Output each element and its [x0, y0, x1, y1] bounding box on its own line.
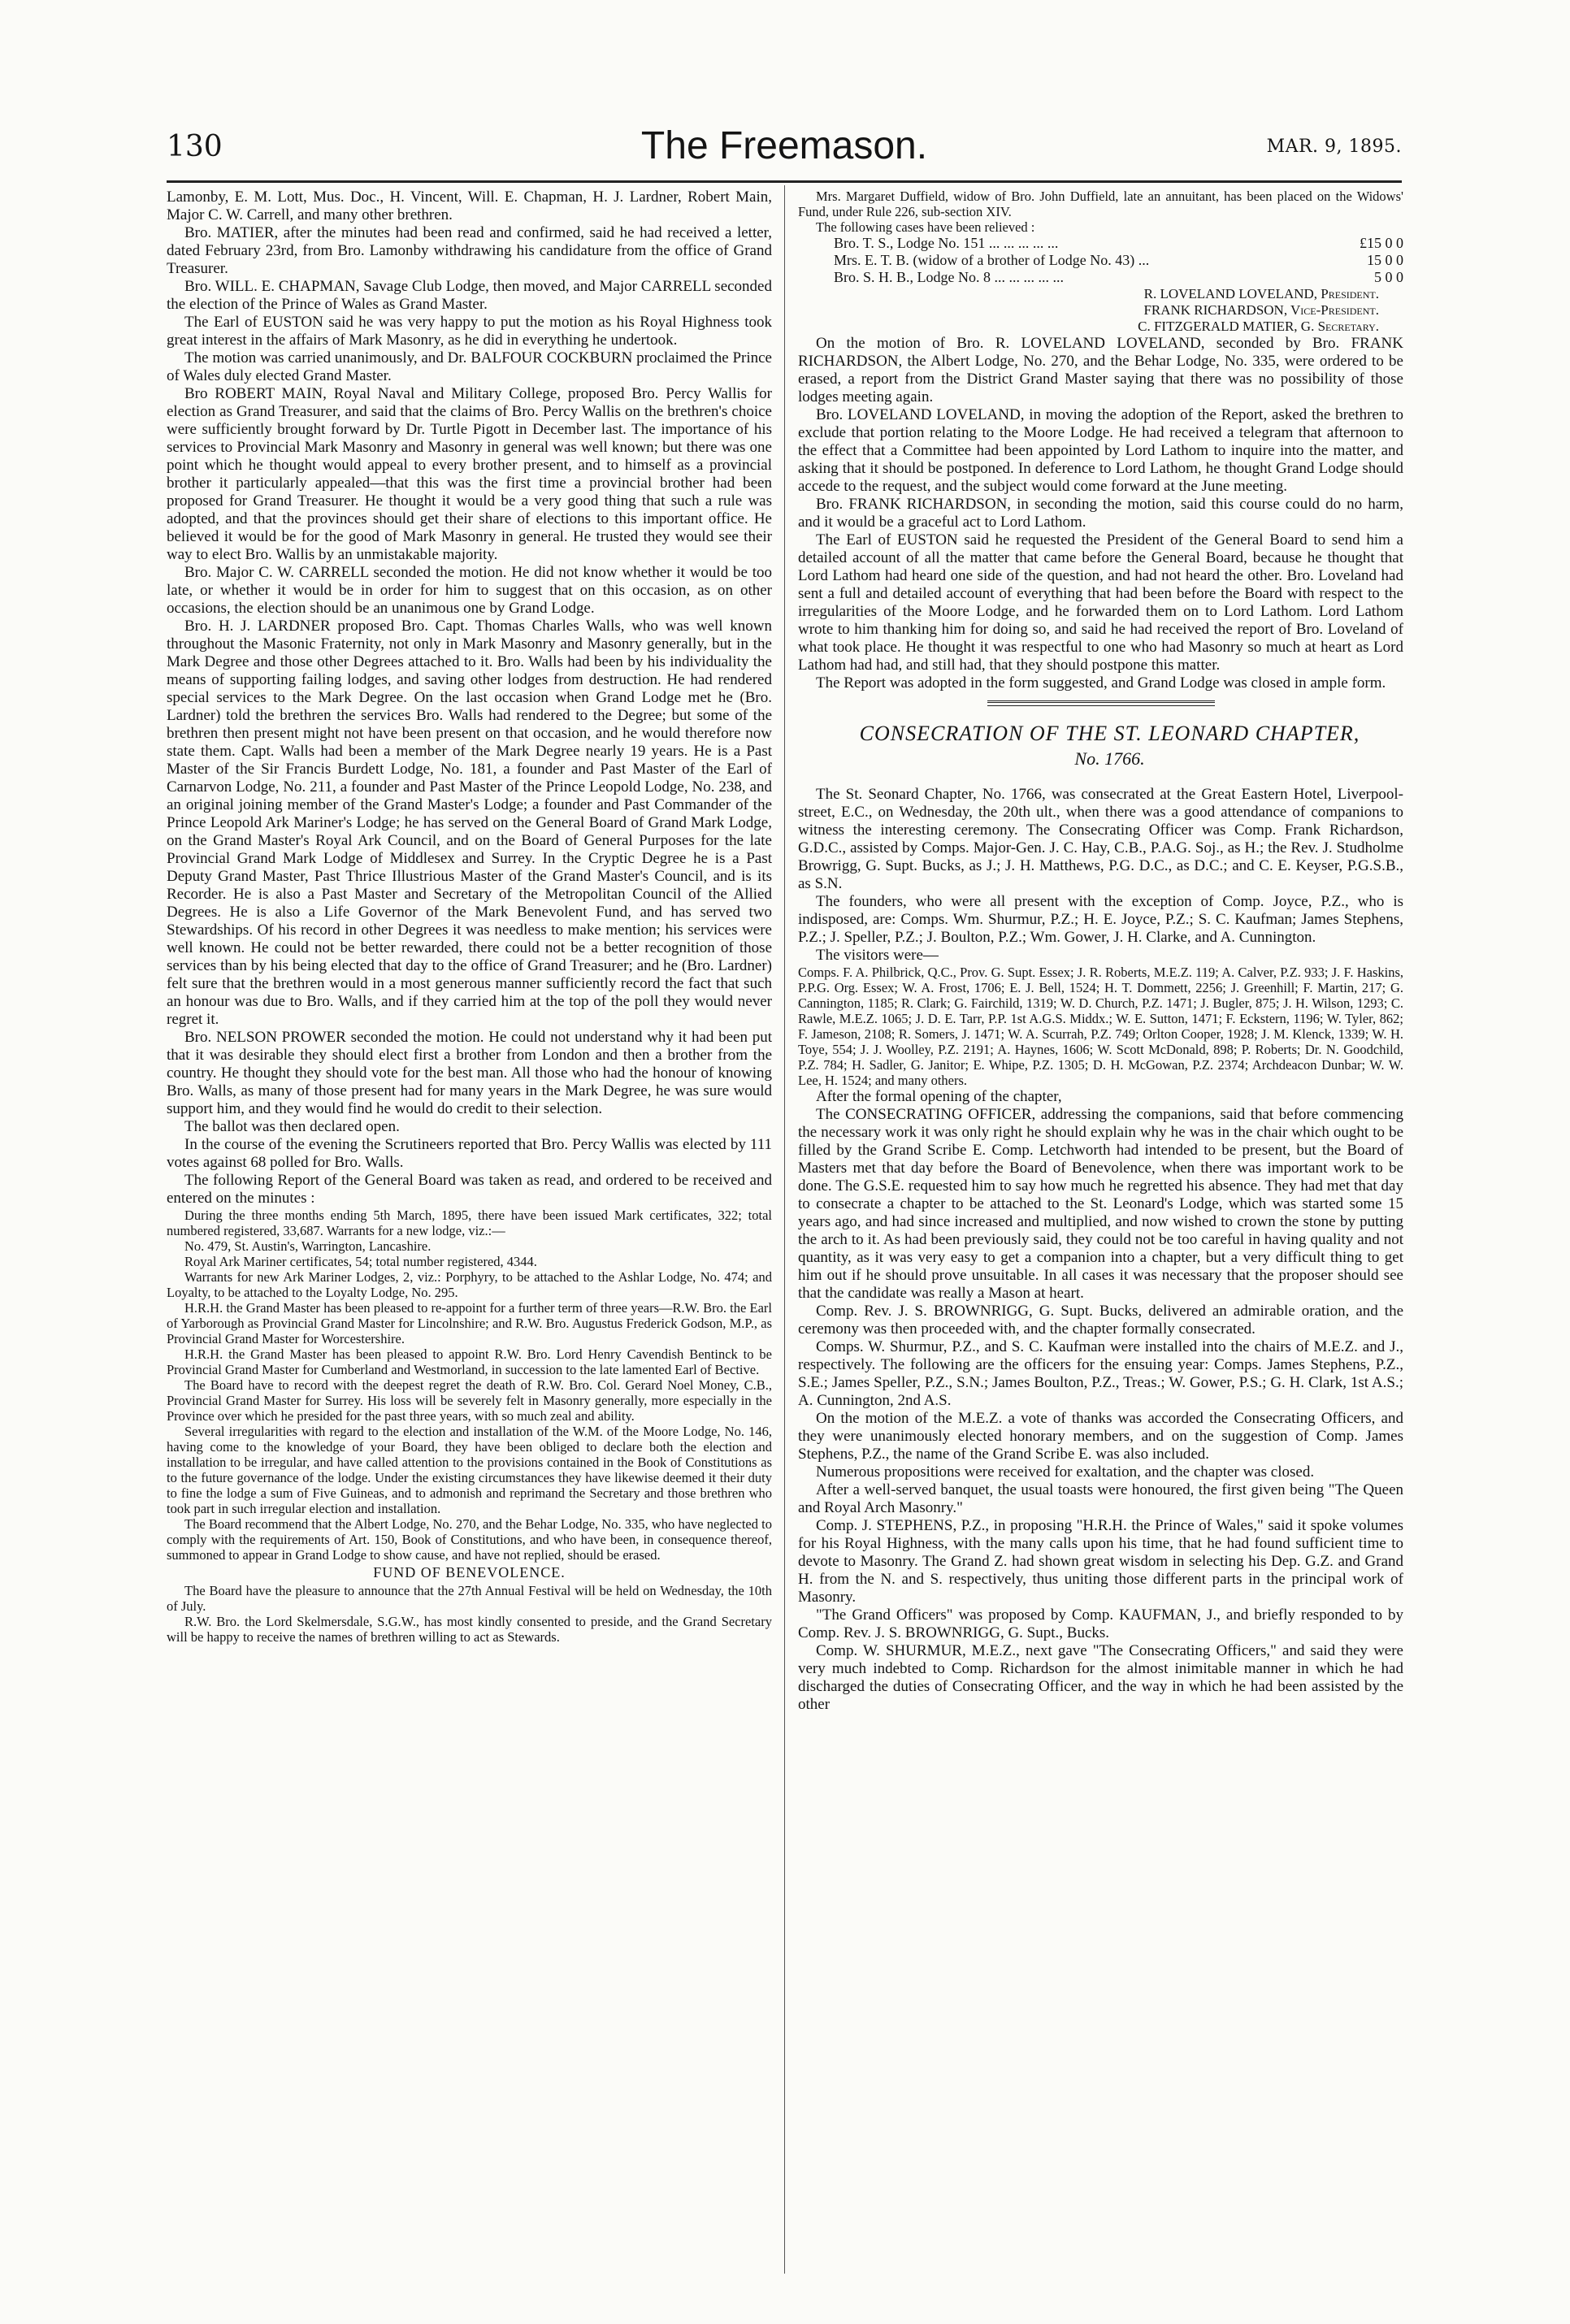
signature-line: FRANK RICHARDSON, Vice-President. — [1143, 302, 1379, 318]
report-paragraph: Royal Ark Mariner certificates, 54; total number registered, 4344. — [184, 1254, 537, 1269]
paragraph: Comp. Rev. J. S. BROWNRIGG, G. Supt. Bucks, delivered an admirable oration, and the ceremony was then proceeded with, and the chapter formally consecrated. — [798, 1303, 1403, 1338]
paragraph: Comp. W. SHURMUR, M.E.Z., next gave "The Consecrating Officers," and said they were very much indebted to Comp. Richardson for the almost inimitable manner in which he had discharged the duties of Consecrating Officer, and the way in which he had been assisted by the other — [798, 1642, 1403, 1713]
paragraph: On the motion of Bro. R. LOVELAND LOVELAND, seconded by Bro. FRANK RICHARDSON, the Albert Lodge, No. 270, and the Behar Lodge, No. 335, were ordered to be erased, a report from the District Grand Master saying that there was no possibility of those lodges meeting again. — [798, 335, 1403, 405]
table-row — [798, 235, 1403, 252]
paragraph: The Earl of EUSTON said he was very happy to put the motion as his Royal Highness took great interest in the affairs of Mark Masonry, as he did in everything he undertook. — [167, 314, 772, 349]
signature-line: C. FITZGERALD MATIER, G. Secretary. — [1138, 319, 1379, 334]
general-board-report — [167, 1208, 772, 1645]
paragraph: The founders, who were all present with the exception of Comp. Joyce, P.Z., who is indisposed, are: Comps. Wm. Shurmur, P.Z.; H. E. Joyce, P.Z.; S. C. Kaufman; James Stephens, P.Z.; J. Speller, P.Z.; J. Boulton, P.Z.; Wm. Gower, J. H. Clarke, and A. Cunnington. — [798, 893, 1403, 946]
paragraph: The St. Seonard Chapter, No. 1766, was consecrated at the Great Eastern Hotel, Liverpool-street, E.C., on Wednesday, the 20th ult., when there was a good attendance of companions to witness the interesting ceremony. The Consecrating Officer was Comp. Frank Richardson, G.D.C., assisted by Comps. Major-Gen. J. C. Hay, C.B., P.A.G. Soj., as H.; the Rev. J. Studholme Browrigg, G. Supt. Bucks, as J.; J. H. Matthews, P.G. D.C., as D.C.; and C. E. Keyser, P.G.S.B., as S.N. — [798, 786, 1403, 892]
benevolence-report — [798, 189, 1403, 335]
header-rule — [167, 180, 1402, 183]
table-row — [798, 252, 1403, 269]
section-separator — [987, 700, 1215, 706]
paragraph: Comp. J. STEPHENS, P.Z., in proposing "H.R.H. the Prince of Wales," said it spoke volumes for his Royal Highness, with the many calls upon his time, that he had found sufficient time to devote to Masonry. The Grand Z. had shown great wisdom in selecting his Dep. G.Z. and Grand H. from the N. and S. respectively, thus uniting those different parts in the principal work of Masonry. — [798, 1517, 1403, 1606]
paragraph: Bro. H. J. LARDNER proposed Bro. Capt. Thomas Charles Walls, who was well known throughout the Masonic Fraternity, not only in Mark Masonry and Masonry generally, but in the Mark Degree and those other Degrees attached to it. Bro. Walls had been by his individuality the means of supporting failing lodges, and saving other lodges from destruction. He had rendered special services to the Mark Degree. On the last occasion when Grand Lodge met he (Bro. Lardner) told the brethren the services Bro. Walls had rendered to the Degree; but some of the brethren then present might not have been present on that occasion, and he would therefore now state them. Capt. Walls had been a member of the Mark Degree nearly 19 years. He is a Past Master of the Sir Francis Burdett Lodge, No. 181, a founder and Past Master of the Earl of Carnarvon Lodge, No. 211, a founder and Past Master of the Prince Leopold Lodge, No. 238, and an original joining member of the Grand Master's Lodge; a founder and Past Commander of the Prince Leopold Ark Mariner's Lodge; he has served on the General Board of Grand Mark Lodge, on the Grand Master's Royal Ark Council, and on the Board of General Purposes for the late Provincial Grand Mark Lodge of Middlesex and Surrey. In the Cryptic Degree he is a Past Deputy Grand Master, Past Thrice Illustrious Master of the Grand Master's Council, and is its Recorder. He is also a Past Master and Secretary of the Metropolitan Council of the Allied Degrees. He is also a Life Governor of the Mark Benevolent Fund, and has served two Stewardships. Of his record in other Degrees it was needless to make mention; his services were well known. He could not be better rewarded, there could not be a better recognition of those services than by his being elected that day to the office of Grand Treasurer; and he (Bro. Lardner) felt sure that the brethren would in a most generous manner sufficiently record the fact that such an honour was due to Bro. Walls, and if they carried him at the top of the poll they would never regret it. — [167, 618, 772, 1028]
report-paragraph: H.R.H. the Grand Master has been pleased to appoint R.W. Bro. Lord Henry Cavendish Bentinck to be Provincial Grand Master for Cumberland and Westmorland, in succession to the late lamented Earl of Bective. — [167, 1346, 772, 1377]
report-paragraph: Several irregularities with regard to the election and installation of the W.M. of the Moore Lodge, No. 146, having come to the knowledge of your Board, they have been obliged to declare both the election and installation to be irregular, and have called attention to the provisions contained in the Book of Constitutions as to the future governance of the lodge. Under the existing circumstances they have likewise deemed it their duty to fine the lodge a sum of Five Guineas, and to admonish and reprimand the Secretary and those brethren who took part in such irregular election and installation. — [167, 1424, 772, 1516]
relief-name: Bro. T. S., Lodge No. 151 ... ... ... ... ... — [834, 235, 1059, 251]
report-paragraph: Warrants for new Ark Mariner Lodges, 2, viz.: Porphyry, to be attached to the Ashlar Lodge, No. 474; and Loyalty, to be attached to the Loyalty Lodge, No. 295. — [167, 1269, 772, 1300]
paragraph: Bro. MATIER, after the minutes had been read and confirmed, said he had received a letter, dated February 23rd, from Bro. Lamonby withdrawing his candidature from the office of Grand Treasurer. — [167, 224, 772, 277]
left-column — [167, 189, 772, 2269]
report-paragraph: No. 479, St. Austin's, Warrington, Lancashire. — [184, 1238, 432, 1254]
paragraph: Bro ROBERT MAIN, Royal Naval and Military College, proposed Bro. Percy Wallis for election as Grand Treasurer, and said that the claims of Bro. Percy Wallis on the brethren's choice were sufficiently brought forward by Dr. Turtle Pigott in December last. The importance of his services to Provincial Mark Masonry and Masonry in general was well known; but there was one point which he thought would appeal to every brother present, and to himself as a provincial brother it particularly appealed—that this was the first time a provincial brother had been proposed for Grand Treasurer. He thought it would be a very good thing that such a rule was adopted, and that the provinces should get their share of elections to this important office. He believed it would be for the good of Mark Masonry in general. He trusted they would see their way to elect Bro. Wallis by an unmistakable majority. — [167, 385, 772, 563]
article-subtitle: No. 1766. — [1074, 748, 1145, 769]
report-paragraph: During the three months ending 5th March, 1895, there have been issued Mark certificates, 322; total numbered registered, 33,687. Warrants for a new lodge, viz.:— — [167, 1208, 772, 1238]
paragraph: Bro. LOVELAND LOVELAND, in moving the adoption of the Report, asked the brethren to exclude that portion relating to the Moore Lodge. He had received a telegram that afternoon to the effect that a Committee had been appointed by Lord Lathom to inquire into the matter, and asking that it should be postponed. In deference to Lord Lathom, he thought Grand Lodge should accede to the request, and the subject would come forward at the June meeting. — [798, 406, 1403, 495]
paragraph: Bro. NELSON PROWER seconded the motion. He could not understand why it had been put that it was desirable they should elect first a brother from London and then a brother from the country. He thought they should vote for the best man. All those who had the honour of knowing Bro. Walls, as many of those present had for many years in the Mark Degree, he was sure would support him, and they would find he would do credit to their selection. — [167, 1029, 772, 1117]
paragraph: Bro. Major C. W. CARRELL seconded the motion. He did not know whether it would be too late, or whether it would be in order for him to suggest that on this occasion, as on other occasions, the election should be an unanimous one by Grand Lodge. — [167, 564, 772, 617]
paragraph: Bro. WILL. E. CHAPMAN, Savage Club Lodge, then moved, and Major CARRELL seconded the election of the Prince of Wales as Grand Master. — [167, 278, 772, 313]
relief-amount: 15 0 0 — [1367, 252, 1403, 268]
paragraph: The ballot was then declared open. — [184, 1118, 400, 1135]
report-paragraph: The Board recommend that the Albert Lodge, No. 270, and the Behar Lodge, No. 335, who have neglected to comply with the requirements of Art. 150, Book of Constitutions, and who have been, in consequence thereof, summoned to appear in Grand Lodge to show cause, and have not replied, should be erased. — [167, 1516, 772, 1563]
paragraph: Numerous propositions were received for exaltation, and the chapter was closed. — [816, 1463, 1315, 1481]
paragraph: "The Grand Officers" was proposed by Comp. KAUFMAN, J., and briefly responded to by Comp. Rev. J. S. BROWNRIGG, G. Supt., Bucks. — [798, 1606, 1403, 1641]
article-title: CONSECRATION OF THE ST. LEONARD CHAPTER, — [859, 722, 1360, 745]
relief-amount: 5 0 0 — [1374, 269, 1403, 285]
page-header — [167, 124, 1402, 176]
paragraph: After a well-served banquet, the usual toasts were honoured, the first given being "The Queen and Royal Arch Masonry." — [798, 1481, 1403, 1516]
right-column — [798, 189, 1403, 2269]
column-divider — [784, 185, 785, 2274]
paragraph: The motion was carried unanimously, and Dr. BALFOUR COCKBURN proclaimed the Prince of Wales duly elected Grand Master. — [167, 349, 772, 384]
paragraph: The Earl of EUSTON said he requested the President of the General Board to send him a detailed account of all the matter that came before the General Board, because he thought that Lord Lathom had heard one side of the question, and had not heard the other. Bro. Loveland had sent a full and detailed account of everything that had been before the Board with respect to the irregularities of the Moore Lodge, and he forwarded them on to Lord Lathom. Lord Lathom wrote to him thanking him for doing so, and said he had received the report of Bro. Loveland of what took place. He thought it was respectful to one who had Masonry so much at heart as Lord Lathom had had, and still had, that they should postpone this matter. — [798, 531, 1403, 674]
section-heading: FUND OF BENEVOLENCE. — [373, 1564, 566, 1580]
paragraph: On the motion of the M.E.Z. a vote of thanks was accorded the Consecrating Officers, and they were unanimously elected honorary members, and on the suggestion of Comp. James Stephens, P.Z., the name of the Grand Scribe E. was also included. — [798, 1410, 1403, 1463]
paragraph: Bro. FRANK RICHARDSON, in seconding the motion, said this course could do no harm, and it would be a graceful act to Lord Lathom. — [798, 496, 1403, 531]
visitors-list: Comps. F. A. Philbrick, Q.C., Prov. G. Supt. Essex; J. R. Roberts, M.E.Z. 119; A. Calver, P.Z. 933; J. F. Haskins, P.P.G. Org. Essex; W. A. Frost, 1706; E. J. Bell, 1524; H. T. Dommett, 2256; J. Greenhill; F. Martin, 217; G. Cannington, 1185; R. Clark; G. Fairchild, 1319; W. D. Church, P.Z. 1471; J. Bugler, 875; J. H. Wilson, 1293; C. Rawle, M.E.Z. 1065; J. D. E. Tarr, P.P. 1st A.G.S. Middx.; W. E. Sutton, 1471; F. Eckstern, 1196; W. Tyler, 862; F. Jameson, 2108; R. Somers, J. 1471; W. A. Scurrah, P.Z. 749; Orlton Cooper, 1928; J. M. Klenck, 1339; W. H. Toye, 554; J. J. Woolley, P.Z. 2191; A. Haynes, 1606; W. Scott McDonald, 898; P. Roberts; Dr. N. Goodchild, P.Z. 784; H. Sadler, G. Janitor; E. Whipe, P.Z. 1305; D. H. McGowan, P.Z. 2374; Archdeacon Dunbar; W. W. Lee, H. 1524; and many others. — [798, 965, 1403, 1088]
report-paragraph: The Board have to record with the deepest regret the death of R.W. Bro. Col. Gerard Noel Money, C.B., Provincial Grand Master for Surrey. His loss will be severely felt in Masonry generally, more especially in the Province over which he presided for the past three years, with so much zeal and ability. — [167, 1377, 772, 1424]
report-paragraph: The following cases have been relieved : — [816, 219, 1035, 235]
paragraph: The visitors were— — [816, 947, 939, 964]
report-paragraph: Mrs. Margaret Duffield, widow of Bro. John Duffield, late an annuitant, has been placed on the Widows' Fund, under Rule 226, sub-section XIV. — [798, 189, 1403, 219]
paragraph: After the formal opening of the chapter, — [816, 1088, 1062, 1105]
paragraph: In the course of the evening the Scrutineers reported that Bro. Percy Wallis was elected by 111 votes against 68 polled for Bro. Walls. — [167, 1136, 772, 1171]
relief-name: Mrs. E. T. B. (widow of a brother of Lodge No. 43) ... — [834, 252, 1150, 268]
relief-name: Bro. S. H. B., Lodge No. 8 ... ... ... ... ... — [834, 269, 1064, 285]
issue-date: MAR. 9, 1895. — [1266, 137, 1402, 157]
relief-table — [798, 235, 1403, 286]
paragraph: The following Report of the General Board was taken as read, and ordered to be received and entered on the minutes : — [167, 1172, 772, 1207]
report-paragraph: R.W. Bro. the Lord Skelmersdale, S.G.W., has most kindly consented to preside, and the Grand Secretary will be happy to receive the names of brethren willing to act as Stewards. — [167, 1614, 772, 1645]
paragraph: The CONSECRATING OFFICER, addressing the companions, said that before commencing the necessary work it was only right he should explain why he was in the chair which ought to be filled by the Grand Scribe E. Comp. Letchworth had intended to be present, but the Board of Masters met that day before the Board of Benevolence, when there was important work to be done. The G.S.E. requested him to say how much he regretted his absence. They had met that day to consecrate a chapter to be attached to the St. Leonard's Lodge, which was started some 15 years ago, and had since increased and multiplied, and now wished to crown the stone by putting the arch to it. As had been previously said, they could not be too careful in having quality and not quantity, as it was very easy to get a companion into a chapter, but a very difficult thing to get him out if he should prove unsuitable. In all cases it was necessary that the proposer should see that the candidate was really a Mason at heart. — [798, 1106, 1403, 1302]
paragraph: Lamonby, E. M. Lott, Mus. Doc., H. Vincent, Will. E. Chapman, H. J. Lardner, Robert Main, Major C. W. Carrell, and many other brethren. — [167, 189, 772, 223]
masthead-title: The Freemason. — [640, 124, 928, 167]
paragraph: Comps. W. Shurmur, P.Z., and S. C. Kaufman were installed into the chairs of M.E.Z. and J., respectively. The following are the officers for the ensuing year: Comps. James Stephens, P.Z., S.E.; James Speller, P.Z., S.N.; James Boulton, P.Z., Treas.; W. Gower, P.S.; G. H. Clark, 1st A.S.; A. Cunnington, 2nd A.S. — [798, 1338, 1403, 1409]
page-number: 130 — [167, 130, 223, 163]
signature-line: R. LOVELAND LOVELAND, President. — [1143, 286, 1379, 301]
paragraph: The Report was adopted in the form suggested, and Grand Lodge was closed in ample form. — [816, 674, 1386, 692]
report-paragraph: The Board have the pleasure to announce that the 27th Annual Festival will be held on Wednesday, the 10th of July. — [167, 1583, 772, 1614]
report-paragraph: H.R.H. the Grand Master has been pleased to re-appoint for a further term of three years—R.W. Bro. the Earl of Yarborough as Provincial Grand Master for Lincolnshire; and R.W. Bro. Augustus Frederick Godson, M.P., as Provincial Grand Master for Worcestershire. — [167, 1300, 772, 1346]
relief-amount: £15 0 0 — [1360, 235, 1403, 251]
table-row — [798, 269, 1403, 286]
